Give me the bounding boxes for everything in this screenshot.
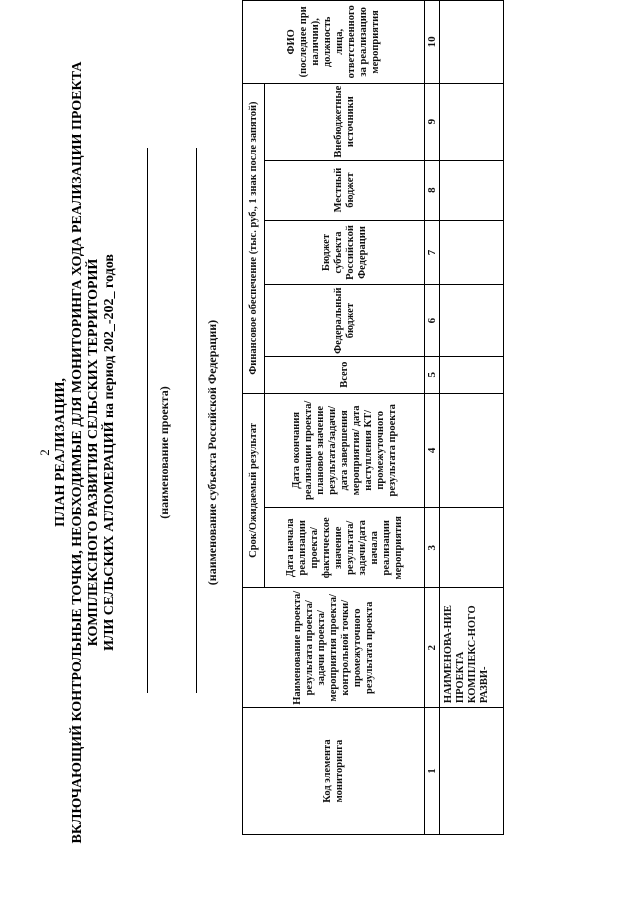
table-cell xyxy=(440,356,504,393)
project-name-underline xyxy=(147,148,148,693)
table-cell xyxy=(440,160,504,220)
column-number-row xyxy=(425,1,440,835)
title-line-2: ВКЛЮЧАЮЩИЙ КОНТРОЛЬНЫЕ ТОЧКИ, НЕОБХОДИМЫЕ ДЛЯ МОНИТОРИНГА ХОДА РЕАЛИЗАЦИИ ПРОЕКТА xyxy=(70,61,85,844)
column-number: 5 xyxy=(425,356,440,393)
table-cell xyxy=(440,393,504,508)
header-group-finance: Финансовое обеспечение (тыс. руб., 1 знак после запятой) xyxy=(243,83,265,393)
table-cell xyxy=(440,508,504,588)
title-line-3: КОМПЛЕКСНОГО РАЗВИТИЯ СЕЛЬСКИХ ТЕРРИТОРИЙ xyxy=(86,258,101,647)
header-group-deadline: Срок/Ожидаемый результат xyxy=(243,393,265,588)
header-start-date: Дата начала реализации проекта/фактическое значение результата/задачи/дата начала реализации мероприятия xyxy=(265,508,425,588)
column-number: 2 xyxy=(425,588,440,708)
table-cell xyxy=(440,83,504,160)
implementation-plan-table xyxy=(242,0,504,835)
column-number: 7 xyxy=(425,220,440,285)
header-project-name: Наименование проекта/результата проекта/задачи проекта/мероприятия проекта/контрольной точки/промежуточного результата проекта xyxy=(243,588,425,708)
page-number: 2 xyxy=(37,449,52,456)
column-number: 8 xyxy=(425,160,440,220)
column-number: 6 xyxy=(425,285,440,356)
table-cell xyxy=(440,708,504,835)
project-name-cell: НАИМЕНОВА-НИЕ ПРОЕКТА КОМПЛЕКС-НОГО РАЗВИ- xyxy=(440,588,504,708)
region-name-underline xyxy=(196,148,197,693)
title-line-4: ИЛИ СЕЛЬСКИХ АГЛОМЕРАЦИЙ на период 202_-202_ годов xyxy=(102,254,117,651)
column-number: 3 xyxy=(425,508,440,588)
header-monitoring-code: Код элемента мониторинга xyxy=(243,708,425,835)
header-responsible-person: ФИО (последнее при наличии), должность лица, ответственного за реализацию мероприятия xyxy=(243,1,425,84)
header-regional-budget: Бюджет субъекта Российской Федерации xyxy=(265,220,425,285)
project-name-caption: (наименование проекта) xyxy=(157,386,171,519)
header-end-date: Дата окончания реализации проекта/плановое значение результата/задачи/ дата завершения мероприятия/ дата наступления КТ/промежуточного результата проекта xyxy=(265,393,425,508)
column-number: 10 xyxy=(425,1,440,84)
column-number: 4 xyxy=(425,393,440,508)
column-number: 9 xyxy=(425,83,440,160)
table-cell xyxy=(440,285,504,356)
region-name-caption: (наименование субъекта Российской Федерации) xyxy=(205,319,219,586)
header-total: Всего xyxy=(265,356,425,393)
header-federal-budget: Федеральный бюджет xyxy=(265,285,425,356)
table-row xyxy=(440,1,504,835)
column-number: 1 xyxy=(425,708,440,835)
table-cell xyxy=(440,220,504,285)
title-line-1: ПЛАН РЕАЛИЗАЦИИ, xyxy=(53,378,68,527)
table-cell xyxy=(440,1,504,84)
header-local-budget: Местный бюджет xyxy=(265,160,425,220)
header-extra-budget: Внебюджетные источники xyxy=(265,83,425,160)
